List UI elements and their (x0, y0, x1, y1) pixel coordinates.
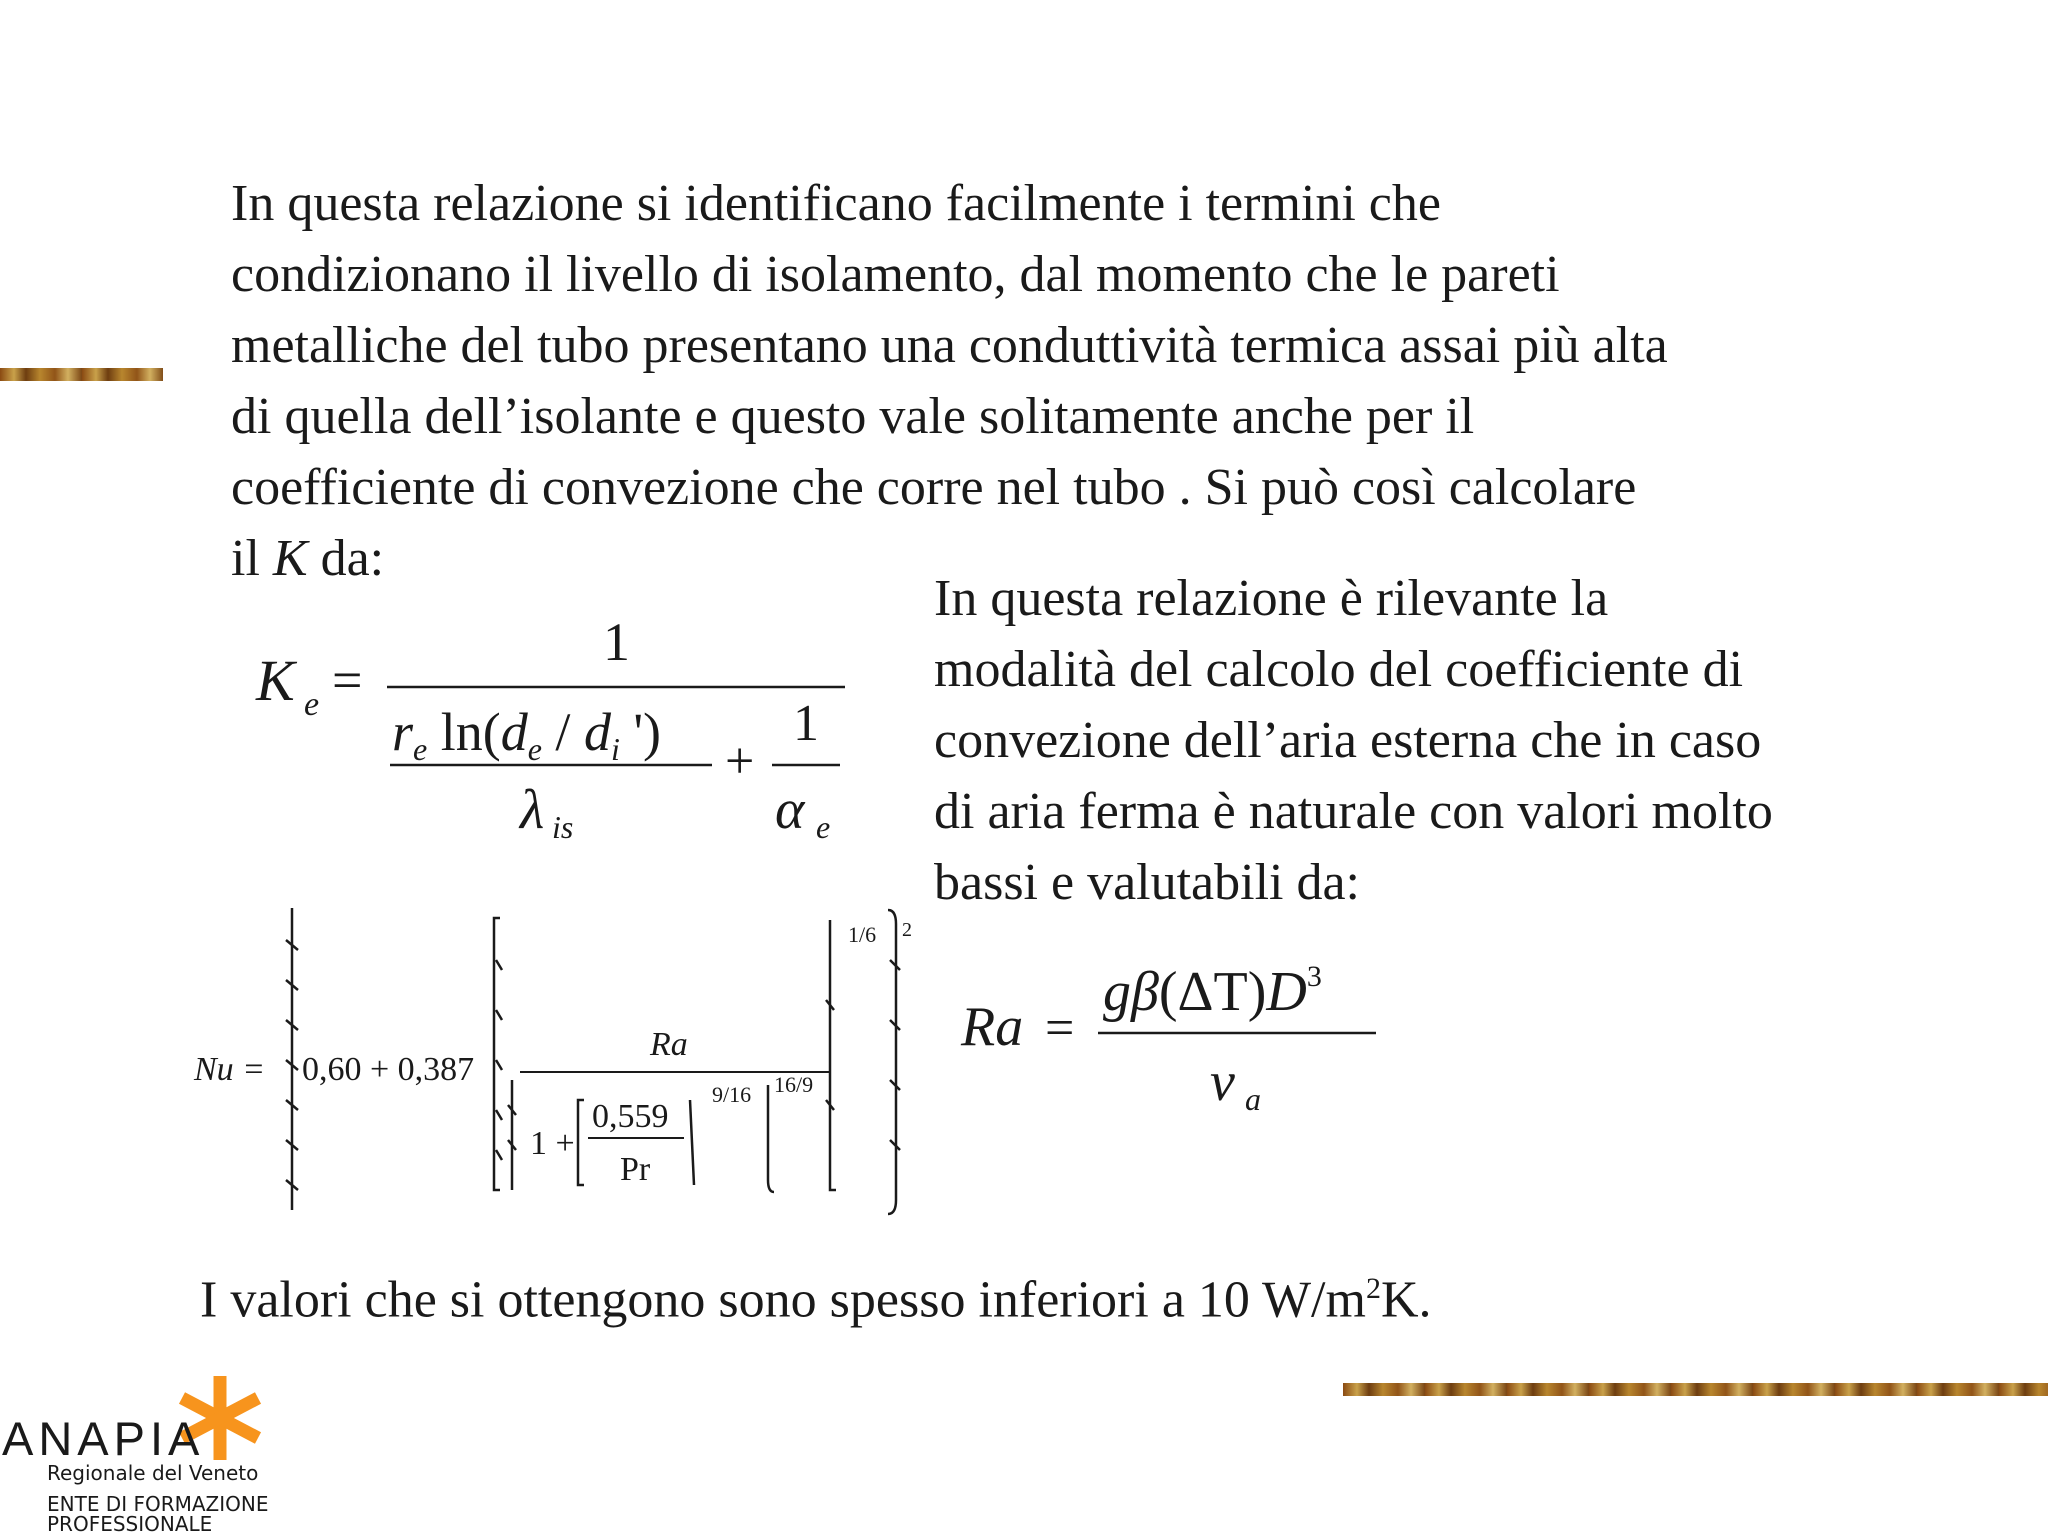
side-paragraph (934, 563, 2034, 918)
footer-sentence (200, 1253, 1900, 1335)
footer-superscript: 2 (1365, 1272, 1381, 1305)
intro-line-3: metalliche del tubo presentano una conduttività termica assai più alta (231, 317, 1668, 374)
logo-brand: ANAPIA (2, 1412, 205, 1465)
logo-region: Regionale del Veneto (47, 1461, 259, 1485)
ke-plus: + (725, 733, 755, 790)
ke-lhs-sub: e (304, 686, 320, 723)
ra-equals: = (1045, 1000, 1075, 1057)
ke-lambda-sub: is (552, 809, 574, 845)
intro-line-2: condizionano il livello di isolamento, dal momento che le pareti (231, 246, 1560, 303)
nu-exp-1-6: 1/6 (848, 922, 877, 947)
ke-equation (250, 610, 870, 850)
intro-paragraph (231, 168, 1891, 594)
intro-line-1: In questa relazione si identificano facilmente i termini che (231, 175, 1441, 232)
side-line-2: modalità del calcolo del coefficiente di (934, 641, 1744, 698)
nu-exp-9-16: 9/16 (712, 1082, 752, 1107)
nu-pr-right-bracket (690, 1100, 694, 1185)
nu-outer-left-bracket (286, 908, 298, 1210)
side-line-5: bassi e valutabili da: (934, 854, 1361, 911)
nu-pr-left-bracket (578, 1100, 584, 1185)
logo-ente-line-2: PROFESSIONALE (47, 1512, 213, 1536)
nu-equation (190, 900, 930, 1230)
decorative-bar-right (1343, 1383, 2048, 1396)
nu-outer-right-bracket (888, 910, 900, 1214)
intro-last-prefix: il (231, 530, 273, 587)
nu-exp-2: 2 (902, 919, 912, 941)
side-line-1: In questa relazione è rilevante la (934, 570, 1609, 627)
side-line-4: di aria ferma è naturale con valori molto (934, 783, 1773, 840)
ke-lambda: λ (520, 779, 545, 841)
ke-alpha: α (775, 779, 805, 841)
intro-last-suffix: da: (307, 530, 385, 587)
ra-lhs: Ra (961, 996, 1024, 1058)
ke-alpha-sub: e (816, 809, 831, 845)
intro-line-5: coefficiente di convezione che corre nel tubo . Si può così calcolare (231, 459, 1637, 516)
ke-inner-numerator: re ln(de / di ') (392, 702, 662, 767)
footer-suffix: K. (1380, 1271, 1432, 1329)
intro-last-var: K (272, 530, 308, 587)
nu-inner-right-bracket (768, 1085, 774, 1192)
logo-ente-line-1: ENTE DI FORMAZIONE (47, 1492, 269, 1516)
ra-numerator: $g\beta(\Delta T)D^3$ (1103, 960, 1322, 1023)
ra-nu: ν (1210, 1051, 1235, 1113)
nu-one-plus: 1 + (530, 1125, 575, 1162)
side-line-3: convezione dell’aria esterna che in caso (934, 712, 1762, 769)
ke-numerator-one: 1 (603, 612, 630, 672)
nu-middle-right-bracket (826, 920, 836, 1190)
nu-inner-left-bracket (508, 1080, 516, 1190)
anapia-logo (0, 1366, 300, 1536)
ke-lhs: K (256, 648, 295, 713)
nu-constant: 0,559 (592, 1098, 669, 1135)
nu-lhs: Nu = (194, 1051, 266, 1088)
nu-exp-16-9: 16/9 (774, 1072, 814, 1097)
nu-pr: Pr (620, 1151, 651, 1188)
intro-line-4: di quella dell’isolante e questo vale solitamente anche per il (231, 388, 1475, 445)
nu-base: 0,60 + 0,387 (302, 1051, 475, 1088)
decorative-bar-left (0, 368, 163, 381)
ke-equals: = (332, 650, 363, 710)
ra-nu-sub: a (1245, 1081, 1261, 1117)
nu-middle-left-bracket (494, 918, 502, 1190)
ke-alpha-numerator: 1 (793, 695, 819, 752)
footer-prefix: I valori che si ottengono sono spesso inferiori a 10 W/m (200, 1271, 1366, 1329)
ra-equation (955, 945, 1395, 1125)
nu-ra: Ra (650, 1026, 688, 1063)
